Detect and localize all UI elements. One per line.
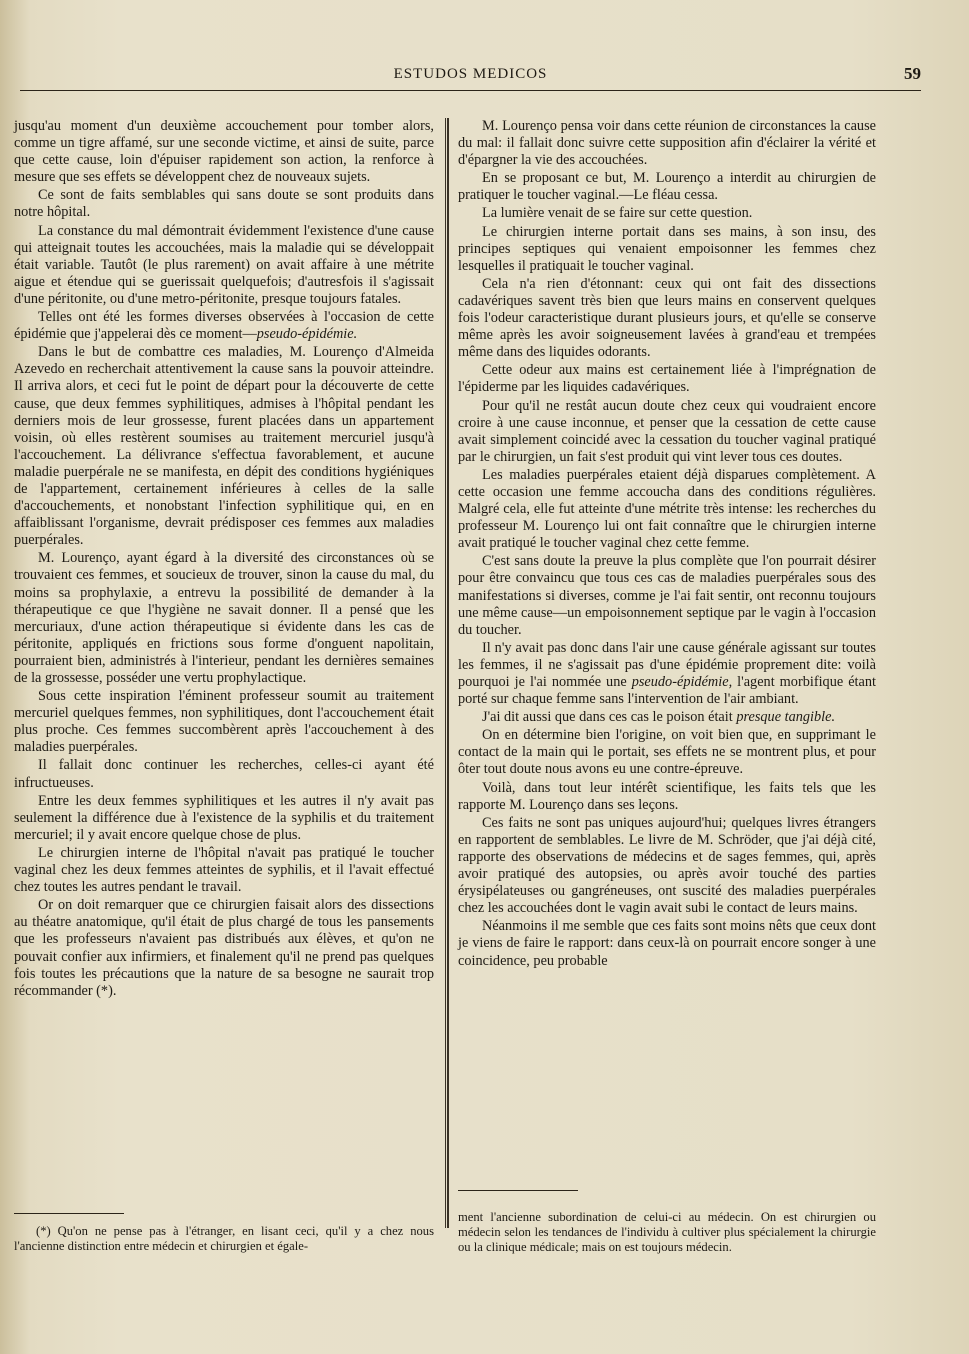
paragraph: Ces faits ne sont pas uniques aujourd'hui; quelques livres étrangers en rapportent de semblables. Le livre de M. Schröder, que j'ai déjà cité, rapporte des observations de médecins et de sages femmes, qui, après avoir pratiqué des autopsies, ou après avoir touché des parties érysipélateuses ou gangréneuses, ont suscité des maladies puerpérales chez les accouchées dont le vagin avait subi le contact de leurs mains. <box>458 814 876 917</box>
page-header <box>20 60 921 91</box>
paragraph: Dans le but de combattre ces maladies, M. Lourenço d'Almeida Azevedo en recherchait attentivement la cause sans la pouvoir atteindre. Il arriva alors, et ceci fut le point de départ pour la découverte de cette cause, que deux femmes syphilitiques, admises à l'hôpital pendant les derniers mois de leur grossesse, furent placées dans un appartement voisin, où elles restèrent soumises au traitement mercuriel jusqu'à l'accouchement. La délivrance s'effectua favorablement, et aucune maladie puerpérale ne se manifesta, en dépit des conditions hygiéniques de l'appartement, certainement inférieures à celles de la salle d'accouchements, et nonobstant l'infection syphilitique qui, en en affaiblissant l'organisme, devrait prédisposer ces femmes aux maladies puerpérales. <box>14 344 434 549</box>
paragraph: M. Lourenço, ayant égard à la diversité des circonstances où se trouvaient ces femmes, et soucieux de trouver, sinon la cause du mal, du moins sa prophylaxie, a entrevu la possibilité de demander à la thérapeutique ce que l'hygiène ne savait donner. Il a pensé que les mercuriaux, d'une action thérapeutique si évidente dans les cas de péritonite, appliqués en frictions sous forme d'onguent napolitain, pourraient bien, administrés à l'interieur, pendant les dernières semaines de la grossesse, posséder une vertu prophylactique. <box>14 550 434 686</box>
paragraph: Or on doit remarquer que ce chirurgien faisait alors des dissections au théatre anatomique, qu'il était de plus chargé de tous les pansements que les professeurs n'avaient pas distribués aux élèves, et qu'on ne pouvait confier aux infirmiers, et finalement qu'il ne prend pas quelques fois toutes les précautions que la nature de sa besogne ne saurait trop récommander (*). <box>14 897 434 999</box>
paragraph <box>14 309 434 343</box>
paragraph: Voilà, dans tout leur intérêt scientifique, les faits tels que les rapporte M. Lourenço dans ses leçons. <box>458 779 876 813</box>
footnote-rule <box>458 1190 578 1191</box>
emphasis-term: pseudo-épidémie. <box>256 326 358 343</box>
page-number: 59 <box>904 64 921 83</box>
footnote-continuation: ment l'ancienne subordination de celui-ci au médecin. On est chirurgien ou médecin selon les tendances de l'individu à cultiver plus spécialement la chirurgie ou la clinique médicale; mais on est toujours médecin. <box>458 1210 876 1254</box>
footnote-rule <box>14 1213 124 1214</box>
paragraph-text: Il n'y avait pas donc dans l'air une cause générale agissant sur toutes les femmes, il ne s'agissait pas d'une épidémie proprement dite: voilà pourquoi je l'ai nommée une <box>458 639 876 690</box>
paragraph: M. Lourenço pensa voir dans cette réunion de circonstances la cause du mal: il fallait donc suivre cette supposition afin d'éclairer la vérité et d'épargner la vie des accouchées. <box>458 118 876 169</box>
paragraph: Pour qu'il ne restât aucun doute chez ceux qui voudraient encore croire à une cause inconnue, et penser que la cessation de cette cause avait simplement coincidé avec la cessation du toucher vaginal pratiqué par le chirurgien, un fait s'est produit qui vint lever tous ces doutes. <box>458 397 876 465</box>
paragraph-text: l'agent morbifique étant porté sur chaque femme sans l'intervention de l'air ambiant. <box>458 674 876 708</box>
paragraph <box>458 709 876 726</box>
emphasis-term: presque tangible. <box>736 709 836 726</box>
running-title: ESTUDOS MEDICOS <box>393 66 548 82</box>
paragraph: Entre les deux femmes syphilitiques et les autres il n'y avait pas seulement la différence due à l'existence de la syphilis et du traitement mercuriel; il y avait encore quelque chose de plus. <box>14 792 434 843</box>
right-column <box>458 118 876 971</box>
paragraph: Cela n'a rien d'étonnant: ceux qui ont fait des dissections cadavériques savent très bien que leurs mains en conservent quelques fois l'odeur caracteristique durant plusieurs jours, et qu'elle se conserve même après les avoir soigneusement lavées à grand'eau et trempées même dans des liquides odorants. <box>458 275 876 361</box>
emphasis-term: pseudo-épidémie, <box>631 674 733 690</box>
paragraph: La constance du mal démontrait évidemment l'existence d'une cause qui atteignait toutes les accouchées, mais la maladie qui se développait était variable. Tautôt (le plus rarement) on avait affaire à une métrite aigue et étendue qui se guerissait quelquefois; d'autresfois il s'agissait d'une péritonite, ou d'une metro-péritonite, presque toujours fatales. <box>14 222 434 307</box>
paragraph: Néanmoins il me semble que ces faits sont moins nêts que ceux dont je viens de faire le rapport: dans ceux-là on pourrait encore songer à une coincidence, peu probable <box>458 918 876 969</box>
paragraph: Le chirurgien interne portait dans ses mains, à son insu, des principes septiques qui venaient empoisonner les femmes chez lesquelles il pratiquait le toucher vaginal. <box>458 223 876 274</box>
paragraph: En se proposant ce but, M. Lourenço a interdit au chirurgien de pratiquer le toucher vaginal.—Le fléau cessa. <box>458 170 876 204</box>
paragraph: Cette odeur aux mains est certainement liée à l'imprégnation de l'épiderme par les liquides cadavériques. <box>458 362 876 396</box>
left-column <box>14 118 434 1001</box>
paragraph: Le chirurgien interne de l'hôpital n'avait pas pratiqué le toucher vaginal chez les deux femmes atteintes de syphilis, et il l'avait effectué chez toutes les autres pendant le travail. <box>14 844 434 896</box>
paragraph: Les maladies puerpérales etaient déjà disparues complètement. A cette occasion une femme accoucha dans des conditions régulières. Malgré cela, elle fut atteinte d'une métrite très intense: les recherches du professeur M. Lourenço lui ont fait connaître que le chirurgien interne avait pratiqué le toucher vaginal chez cette femme. <box>458 466 876 552</box>
column-divider <box>445 118 447 1228</box>
paragraph: C'est sans doute la preuve la plus complète que l'on pourrait désirer pour être convaincu que tous ces cas de maladies puerpérales sous des manifestations si diverses, comme je l'ai fait sentir, ont reconnu toujours une même cause—un empoisonnement septique par le vagin à l'occasion du toucher. <box>458 553 876 638</box>
paragraph: Sous cette inspiration l'éminent professeur soumit au traitement mercuriel quelques femmes, non syphilitiques, dont l'accouchement était plus proche. Ces femmes succombèrent après l'accouchement à des maladies puerpérales. <box>14 688 434 756</box>
footnote: (*) Qu'on ne pense pas à l'étranger, en lisant ceci, qu'il y a chez nous l'ancienne distinction entre médecin et chirurgien et égale- <box>14 1224 434 1253</box>
paragraph: On en détermine bien l'origine, on voit bien que, en supprimant le contact de la main qui le portait, ses effets ne se montrent plus, et pour ôter tout doute nous avons eu une contre-épreuve. <box>458 727 876 778</box>
paragraph: Ce sont de faits semblables qui sans doute se sont produits dans notre hôpital. <box>14 187 434 221</box>
paragraph <box>458 640 876 708</box>
paragraph: Il fallait donc continuer les recherches, celles-ci ayant été infructueuses. <box>14 757 434 791</box>
paragraph: La lumière venait de se faire sur cette question. <box>482 205 753 222</box>
paragraph: jusqu'au moment d'un deuxième accouchement pour tomber alors, comme un tigre affamé, sur une seconde victime, et ainsi de suite, parce que cette cause, loin d'épuiser rapidement son action, la renforce à mesure que ses effets se développent chez de nouveaux sujets. <box>14 118 434 186</box>
paragraph-text: Telles ont été les formes diverses observées à l'occasion de cette épidémie que j'appelerai dès ce moment— <box>14 309 434 343</box>
paragraph-text: J'ai dit aussi que dans ces cas le poison était <box>482 709 737 726</box>
